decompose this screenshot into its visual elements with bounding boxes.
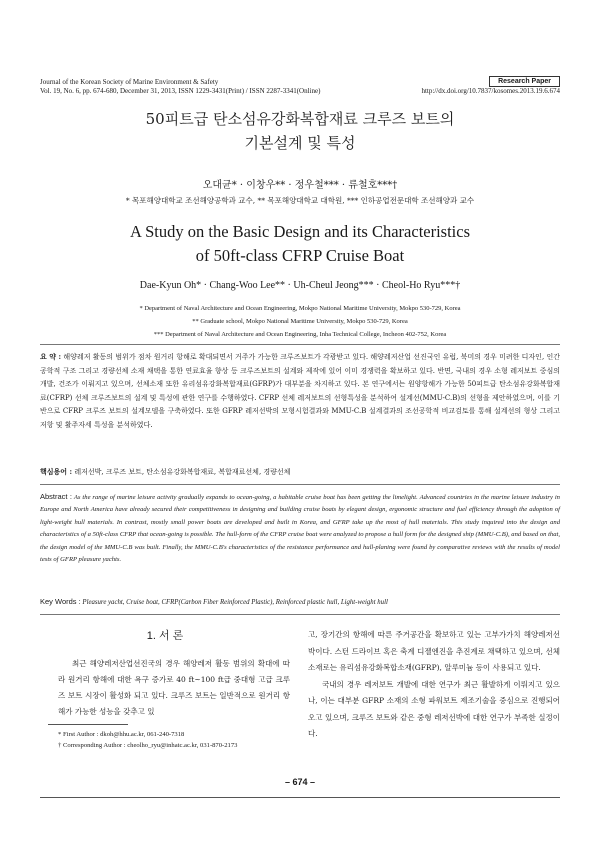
divider [40, 614, 560, 615]
intro-right-column [308, 627, 560, 743]
volume-info: Vol. 19, No. 6, pp. 674-680, December 31, 2013, ISSN 1229-3431(Print) / ISSN 2287-3341(Online) [40, 87, 321, 95]
affiliation-en-3: *** Department of Naval Architecture and Ocean Engineering, Inha Technical College, Incheon 402-752, Korea [153, 331, 447, 338]
doi-link[interactable]: http://dx.doi.org/10.7837/kosomes.2013.19.6.674 [421, 87, 560, 95]
footer-divider [40, 797, 560, 798]
divider [40, 344, 560, 345]
intro-paragraph: 고, 장기간의 항해에 따른 주거공간을 확보하고 있는 고부가가치 해양레저선박이다. 스턴 드라이브 혹은 축계 디젤엔진을 추진계로 채택하고 있으며, 선체 소재로는 유리섬유강화복합소재(GFRP), 알루미늄 등이 사용되고 있다. [308, 630, 560, 672]
abstract-en-label: Abstract : [40, 492, 72, 501]
keywords-ko [40, 467, 290, 477]
affiliation-en-1: * Department of Naval Architecture and Ocean Engineering, Mokpo National Maritime University, Mokpo 530-729, Korea [139, 305, 461, 312]
page-number: – 674 – [284, 777, 316, 787]
keywords-ko-text: 레저선박, 크루즈 보트, 탄소섬유강화복합재료, 복합재료선체, 경량선체 [74, 468, 291, 476]
abstract-en [40, 491, 560, 566]
abstract-ko-label: 요 약 : [40, 352, 62, 361]
footnote-divider [48, 724, 128, 725]
authors-ko: 오대균* · 이창우** · 정우철*** · 류철호***† [202, 180, 398, 191]
title-ko-line1: 50피트급 탄소섬유강화복합재료 크루즈 보트의 [145, 110, 455, 128]
title-en-line1: A Study on the Basic Design and its Characteristics [129, 222, 471, 241]
abstract-en-text: As the range of marine leisure activity gradually expands to ocean-going, a habitable cruise boat has been getting the limelight. Advanced countries in the marine leisure industry in Europe and North America have already secured their competitiveness in designing and building cruise boats by elegant design, ergonomic structure and fuel efficiency through the adoption of light-weight hull materials. In contrast, mostly small power boats are developed and built in Korea, and GFRP take up the most of hull materials. This study inquired into the design and characteristics of a 50ft-class CFRP that ocean-going is possible. The hull-form of the CFRP cruise boat were analyzed to propose a hull form for the designed ship (MMU-C.B), and based on that, the design model of the MMU-C.B was built. Finally, the MMU-C.B's characteristics of the resistance performance and hull-planing were found by comparative reviews with the results of model tests of GFRP pleasure yachts. [40, 494, 560, 564]
abstract-ko [40, 350, 560, 433]
footnote-first-author: * First Author : dkoh@hhu.ac.kr, 061-240-7318 [58, 731, 185, 738]
intro-paragraph: 국내의 경우 레저보트 개발에 대한 연구가 최근 활발하게 이뤄지고 있으나, 이는 대부분 GFRP 소재의 소형 파워보트 제조기술을 중심으로 진행되어 오고 있으며, 크루즈 보트와 같은 중형 레저선박에 대한 연구가 부족한 실정이다. [308, 679, 560, 738]
abstract-ko-text: 해양레저 활동의 범위가 점차 원거리 항해로 확대되면서 거주가 가능한 크루즈보트가 각광받고 있다. 해양레저산업 선진국인 유럽, 북미의 경우 미려한 디자인, 인간공학적 구조 그리고 경량선체 소재 채택을 통한 연료효율 향상 등 크루즈보트의 설계와 제작에 있어 이미 경쟁력을 확보하고 있다. 반면, 국내의 경우 소형 레저보트 중심의 개발, 건조가 이뤄지고 있으며, 선체소재 또한 유리섬유강화복합재료(GFRP)가 대부분을 차지하고 있다. 본 연구에서는 원양항해가 가능한 50피트급 탄소섬유강화복합재료(CFRP) 선체 크루즈보트의 설계 및 특성에 관한 연구를 수행하였다. CFRP 선체 레저보트의 선형특성을 분석하여 설계선(MMU-C.B)의 선형을 제안하였으며, 이를 기반으로 CFRP 크루즈 보트의 설계모델을 구축하였다. 또한 GFRP 레저선박의 모형시험결과와 MMU-C.B 설계결과의 조선공학적 비교검토를 통해 설계선의 형상 그리고 저항 및 활주자세 특성을 분석하였다. [40, 353, 560, 429]
keywords-ko-label: 핵심용어 : [40, 467, 73, 476]
section-title-introduction: 1. 서 론 [146, 630, 184, 642]
affiliation-en-2: ** Graduate school, Mokpo National Maritime University, Mokpo 530-729, Korea [192, 318, 408, 325]
authors-en: Dae-Kyun Oh* · Chang-Woo Lee** · Uh-Cheul Jeong*** · Cheol-Ho Ryu***† [139, 280, 461, 291]
affiliation-ko: * 목포해양대학교 조선해양공학과 교수, ** 목포해양대학교 대학원, *** 인하공업전문대학 조선해양과 교수 [125, 196, 475, 205]
title-ko-line2: 기본설계 및 특성 [244, 134, 356, 152]
article-type-badge: Research Paper [489, 76, 560, 87]
keywords-en [40, 597, 388, 606]
intro-left-column: 최근 해양레저산업선진국의 경우 해양레저 활동 범위의 확대에 따라 원거리 항해에 대한 욕구 증가로 40 ft~100 ft급 중대형 고급 크루즈 보트 시장이 활성화 되고 있다. 크루즈 보트는 일반적으로 원거리 항해가 가능한 성능을 갖추고 있 [58, 659, 290, 716]
keywords-en-text: Pleasure yacht, Cruise boat, CFRP(Carbon Fiber Reinforced Plastic), Reinforced plastic hull, Light-weight hull [82, 599, 388, 606]
keywords-en-label: Key Words : [40, 597, 81, 606]
journal-name: Journal of the Korean Society of Marine Environment & Safety [40, 78, 219, 86]
title-en-line2: of 50ft-class CFRP Cruise Boat [195, 246, 405, 265]
divider [40, 484, 560, 485]
footnote-corresponding-author: † Corresponding Author : cheolho_ryu@inhatc.ac.kr, 031-870-2173 [58, 742, 238, 749]
